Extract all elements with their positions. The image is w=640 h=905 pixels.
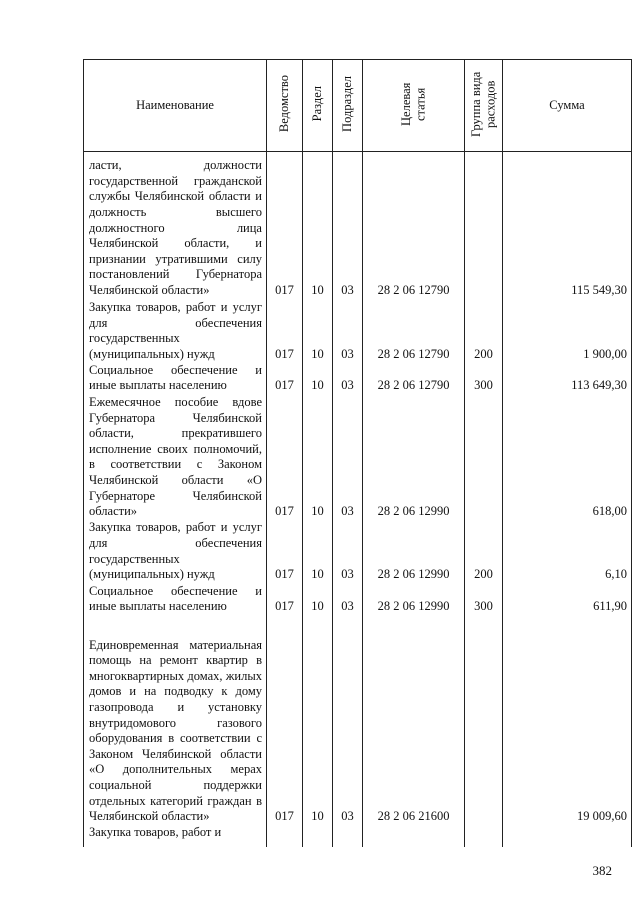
table-row [84, 363, 632, 394]
row-expense-group [465, 615, 503, 825]
table-row [84, 583, 632, 615]
row-subsection: 03 [333, 520, 363, 583]
row-section: 10 [303, 520, 333, 583]
row-target-item: 28 2 06 12790 [363, 363, 465, 394]
row-department: 017 [267, 615, 303, 825]
row-amount: 115 549,30 [503, 152, 632, 299]
row-department: 017 [267, 520, 303, 583]
row-expense-group [465, 394, 503, 520]
row-department: 017 [267, 152, 303, 299]
header-section: Раздел [303, 60, 333, 152]
row-amount: 611,90 [503, 583, 632, 615]
row-subsection [333, 825, 363, 847]
row-amount: 618,00 [503, 394, 632, 520]
row-subsection: 03 [333, 299, 363, 363]
row-target-item: 28 2 06 21600 [363, 615, 465, 825]
row-section: 10 [303, 615, 333, 825]
row-amount: 19 009,60 [503, 615, 632, 825]
row-target-item: 28 2 06 12790 [363, 299, 465, 363]
row-target-item: 28 2 06 12990 [363, 520, 465, 583]
row-subsection: 03 [333, 583, 363, 615]
row-expense-group: 300 [465, 363, 503, 394]
row-subsection: 03 [333, 363, 363, 394]
table-row [84, 299, 632, 363]
row-expense-group: 200 [465, 299, 503, 363]
header-expense-group: Группа вида расходов [465, 60, 503, 152]
row-department [267, 825, 303, 847]
row-name: Закупка товаров, работ и услуг для обеспечения государственных (муниципальных) нужд [84, 299, 267, 363]
row-department: 017 [267, 363, 303, 394]
row-amount [503, 825, 632, 847]
row-section: 10 [303, 299, 333, 363]
row-target-item [363, 825, 465, 847]
row-name: Ежемесячное пособие вдове Губернатора Челябинской области, прекратившего исполнение своих полномочий, в соответствии с Законом Челябинской области «О Губернаторе Челябинской области» [84, 394, 267, 520]
row-target-item: 28 2 06 12990 [363, 583, 465, 615]
row-department: 017 [267, 299, 303, 363]
row-subsection: 03 [333, 394, 363, 520]
header-department: Ведомство [267, 60, 303, 152]
row-expense-group [465, 825, 503, 847]
row-name: Социальное обеспечение и иные выплаты населению [84, 583, 267, 615]
row-section: 10 [303, 583, 333, 615]
table-row [84, 825, 632, 847]
row-name: Закупка товаров, работ и [84, 825, 267, 847]
row-section [303, 825, 333, 847]
row-amount: 113 649,30 [503, 363, 632, 394]
row-name: ласти, должности государственной гражданской службы Челябинской области и должность высшего должностного лица Челябинской области, и признании утратившими силу постановлений Губернатора Челябинской области» [84, 152, 267, 299]
budget-table [83, 59, 632, 847]
row-section: 10 [303, 363, 333, 394]
row-section: 10 [303, 152, 333, 299]
row-target-item: 28 2 06 12990 [363, 394, 465, 520]
row-department: 017 [267, 394, 303, 520]
table-header-row [84, 60, 632, 152]
row-name: Закупка товаров, работ и услуг для обеспечения государственных (муниципальных) нужд [84, 520, 267, 583]
table-row [84, 152, 632, 299]
row-target-item: 28 2 06 12790 [363, 152, 465, 299]
header-name: Наименование [84, 60, 267, 152]
row-expense-group: 300 [465, 583, 503, 615]
row-amount: 6,10 [503, 520, 632, 583]
row-subsection: 03 [333, 152, 363, 299]
table-row [84, 615, 632, 825]
row-department: 017 [267, 583, 303, 615]
table-row [84, 520, 632, 583]
header-amount: Сумма [503, 60, 632, 152]
header-target-item: Целевая статья [363, 60, 465, 152]
row-section: 10 [303, 394, 333, 520]
row-name: Социальное обеспечение и иные выплаты населению [84, 363, 267, 394]
header-subsection: Подраздел [333, 60, 363, 152]
row-amount: 1 900,00 [503, 299, 632, 363]
table-row [84, 394, 632, 520]
page-number: 382 [592, 863, 612, 878]
row-subsection: 03 [333, 615, 363, 825]
row-name: Единовременная материальная помощь на ремонт квартир в многоквартирных домах, жилых домов и на подводку к дому газопровода и установку внутридомового газового оборудования в соответствии с Законом Челябинской области «О дополнительных мерах социальной поддержки отдельных категорий граждан в Челябинской области» [84, 615, 267, 825]
row-expense-group: 200 [465, 520, 503, 583]
row-expense-group [465, 152, 503, 299]
